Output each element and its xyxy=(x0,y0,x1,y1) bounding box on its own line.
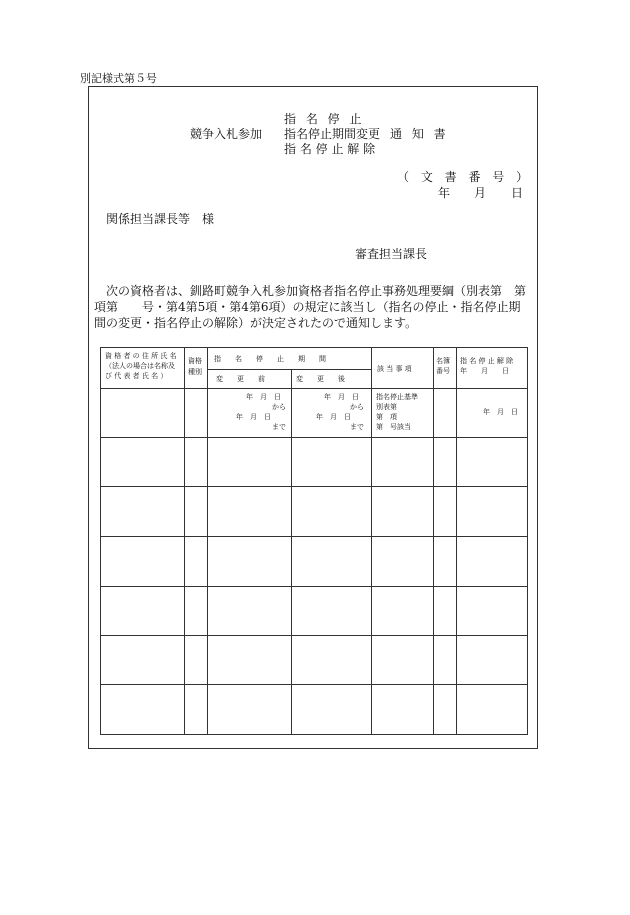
table-cell xyxy=(457,438,528,487)
notice-table xyxy=(100,347,528,735)
table-cell xyxy=(292,537,372,587)
title-line-period-change: 指名停止期間変更 xyxy=(284,127,381,141)
table-cell xyxy=(208,685,292,735)
table-cell xyxy=(292,438,372,487)
header-applicable-matter: 該 当 事 項 xyxy=(372,348,434,389)
table-cell xyxy=(372,587,434,636)
table-cell xyxy=(101,487,185,537)
table-cell xyxy=(434,438,457,487)
table-cell xyxy=(185,636,208,685)
addressee: 関係担当課長等 様 xyxy=(106,212,215,226)
table-cell xyxy=(208,636,292,685)
table-cell xyxy=(208,487,292,537)
table-cell xyxy=(372,438,434,487)
header-before-change: 変 更 前 xyxy=(208,370,292,389)
document-number: （ 文 書 番 号 ） xyxy=(397,170,533,184)
table-cell xyxy=(208,587,292,636)
table-cell xyxy=(185,587,208,636)
table-cell xyxy=(457,487,528,537)
table-cell xyxy=(434,487,457,537)
table-cell xyxy=(372,685,434,735)
header-release-date: 指 名 停 止 解 除 年 月 日 xyxy=(457,348,528,389)
table-cell xyxy=(185,389,208,438)
table-cell xyxy=(208,438,292,487)
header-register-number: 名簿 番号 xyxy=(434,348,457,389)
table-cell xyxy=(101,636,185,685)
table-cell xyxy=(372,537,434,587)
table-cell xyxy=(457,636,528,685)
table-cell xyxy=(101,389,185,438)
table-cell xyxy=(434,636,457,685)
table-cell xyxy=(292,487,372,537)
table-cell xyxy=(372,636,434,685)
table-cell xyxy=(457,587,528,636)
table-cell xyxy=(185,438,208,487)
table-cell xyxy=(457,537,528,587)
table-cell xyxy=(292,587,372,636)
release-date-cell: 年 月 日 xyxy=(457,389,528,438)
period-after-cell: 年 月 日 から 年 月 日 まで xyxy=(292,389,372,438)
title-line-release: 指 名 停 止 解 除 xyxy=(284,142,376,156)
body-line-3: 間の変更・指名停止の解除）が決定されたので通知します。 xyxy=(94,316,418,330)
body-line-2: 項第 号・第4第5項・第4第6項）の規定に該当し（指名の停止・指名停止期 xyxy=(94,300,521,314)
date-month: 月 xyxy=(474,186,487,200)
form-number-label: 別記様式第５号 xyxy=(80,72,157,85)
header-qualifier-name: 資 格 者 の 住 所 氏 名 （法人の場合は名称及 び 代 表 者 氏 名 ） xyxy=(101,348,185,389)
header-qualification-type: 資格 種別 xyxy=(185,348,208,389)
date-day: 日 xyxy=(511,186,524,200)
period-before-cell: 年 月 日 から 年 月 日 まで xyxy=(208,389,292,438)
table-cell xyxy=(434,587,457,636)
title-prefix: 競争入札参加 xyxy=(190,127,263,141)
table-cell xyxy=(457,685,528,735)
table-cell xyxy=(101,438,185,487)
table-cell xyxy=(434,537,457,587)
table-cell xyxy=(185,487,208,537)
date-year: 年 xyxy=(438,186,451,200)
title-line-suspension: 指 名 停 止 xyxy=(284,112,365,126)
table-cell xyxy=(434,685,457,735)
table-cell xyxy=(185,537,208,587)
table-cell xyxy=(292,685,372,735)
table-cell xyxy=(208,537,292,587)
body-line-1: 次の資格者は、釧路町競争入札参加資格者指名停止事務処理要綱（別表第 第 xyxy=(106,284,527,298)
applicable-matter-cell: 指名停止基準 別表第 第 項 第 号該当 xyxy=(372,389,434,438)
table-cell xyxy=(185,685,208,735)
header-after-change: 変 更 後 xyxy=(292,370,372,389)
table-cell xyxy=(292,636,372,685)
title-suffix: 通 知 書 xyxy=(390,127,449,141)
table-cell xyxy=(101,587,185,636)
sender: 審査担当課長 xyxy=(355,247,428,261)
table-cell xyxy=(101,685,185,735)
table-cell xyxy=(434,389,457,438)
table-cell xyxy=(101,537,185,587)
header-suspension-period: 指 名 停 止 期 間 xyxy=(208,348,372,370)
table-cell xyxy=(372,487,434,537)
